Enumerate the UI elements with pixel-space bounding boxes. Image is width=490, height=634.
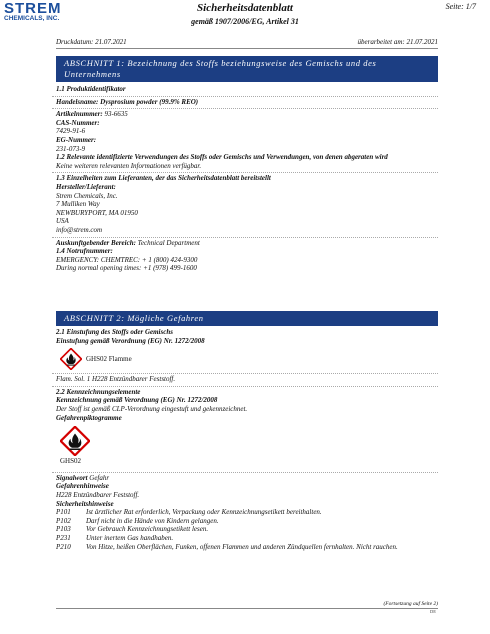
email-address: info@strem.com [56,225,103,234]
statement-code: P231 [56,533,71,542]
revised-date: überarbeitet am: 21.07.2021 [357,38,438,46]
dotted-separator [52,96,438,97]
section-1-heading-line2: Unternehmens [64,69,121,79]
section-2-heading-text: ABSCHNITT 2: Mögliche Gefahren [64,313,204,323]
s11-title: 1.1 Produktidentifikator [56,85,126,93]
statement-text: Vor Gebrauch Kennzeichnungsetikett lesen. [86,525,209,534]
s12-text: Keine weiteren relevanten Informationen verfügbar. [56,161,202,170]
cas-value: 7429-91-6 [56,127,86,136]
statement-code: P101 [56,508,71,517]
s21-subtitle: Einstufung gemäß Verordnung (EG) Nr. 1272/2008 [56,336,205,345]
trade-name: Handelsname: Dysprosium powder (99.9% REO) [56,97,199,106]
precautionary-statement [56,508,438,517]
flame-pictogram-icon [60,348,82,370]
statement-code: P102 [56,516,71,525]
page-number: Seite: 1/7 [445,2,476,11]
s22-text: Der Stoff ist gemäß CLP-Verordnung eingestuft und gekennzeichnet. [56,404,248,413]
precautionary-statement [56,534,438,543]
info-dept-value: Technical Department [137,238,200,247]
h228-statement: H228 Entzündbarer Feststoff. [56,490,140,499]
s21-title: 2.1 Einstufung des Stoffs oder Gemischs [56,328,173,336]
continuation-note: (Fortsetzung auf Seite 2) [383,601,438,607]
signal-word-value: Gefahr [89,473,110,482]
pictogram-label: Gefahrenpiktogramme [56,413,122,422]
ghs02-pictogram [60,426,98,466]
statement-text: Von Hitze, heißen Oberflächen, Funken, offenen Flammen und anderen Zündquellen fernhalten. Nicht rauchen. [86,542,398,551]
section-2-body [56,328,438,551]
section-1-heading [56,56,438,82]
supplier-label: Hersteller/Lieferant: [56,182,116,191]
flam-classification: Flam. Sol. 1 H228 Entzündbarer Feststoff. [56,375,176,384]
address-line: 7 Mulliken Way [56,200,100,209]
precautionary-label: Sicherheitshinweise [56,499,114,508]
statement-text: Ist ärztlicher Rat erforderlich, Verpackung oder Kennzeichnungsetikett bereithalten. [86,508,322,517]
s13-title: 1.3 Einzelheiten zum Lieferanten, der das Sicherheitsdatenblatt bereitstellt [56,174,271,183]
s12-title: 1.2 Relevante identifizierte Verwendungen des Stoffs oder Gemischs und Verwendungen, von denen abgeraten wird [56,153,388,162]
precautionary-statement [56,525,438,534]
cas-label: CAS-Nummer: [56,118,100,127]
logo-wordmark: STREM [4,0,62,17]
address-line: Strem Chemicals, Inc. [56,191,118,200]
footer-divider [56,608,438,609]
ghs02-label: GHS02 Flamme [86,354,132,363]
statement-text: Darf nicht in die Hände von Kindern gelangen. [86,516,219,525]
precautionary-list [56,508,438,551]
article-label: Artikelnummer: [56,110,103,119]
dotted-separator [52,472,438,473]
s22-title: 2.2 Kennzeichnungselemente [56,387,141,396]
eg-label: EG-Nummer: [56,135,97,144]
address-line: NEWBURYPORT, MA 01950 [56,208,138,217]
article-value: 93-6635 [104,110,128,119]
section-1-body [56,85,438,273]
statement-code: P103 [56,525,71,534]
logo-subtitle: CHEMICALS, INC. [4,15,60,22]
flame-pictogram-icon [60,426,90,456]
date-row [56,38,438,46]
info-dept-label: Auskunftgebender Bereich: [56,238,136,247]
hazard-statements-label: Gefahrenhinweise [56,482,109,491]
language-code: DE [430,609,436,614]
document-subtitle: gemäß 1907/2006/EG, Artikel 31 [191,17,299,26]
document-title: Sicherheitsdatenblatt [197,2,293,14]
s22-subtitle: Kennzeichnung gemäß Verordnung (EG) Nr. 1272/2008 [56,396,218,405]
section-2-heading [56,311,438,326]
signal-word-label: Signalwort [56,473,88,482]
address-line: USA [56,217,69,226]
dotted-separator [52,386,438,387]
statement-code: P210 [56,542,71,551]
statement-text: Unter inertem Gas handhaben. [86,533,174,542]
emergency-number: EMERGENCY: CHEMTREC: + 1 (800) 424-9300 [56,255,198,264]
dotted-separator [52,108,438,109]
eg-value: 231-073-9 [56,144,86,153]
precautionary-statement [56,517,438,526]
s14-title: 1.4 Notrufnummer: [56,247,113,256]
ghs02-caption: GHS02 [60,457,82,466]
opening-hours: During normal opening times: +1 (978) 499-1600 [56,264,197,273]
section-1-heading-line1: ABSCHNITT 1: Bezeichnung des Stoffs beziehungsweise des Gemischs und des [64,58,377,68]
dotted-separator [52,373,438,374]
dotted-separator [52,172,438,173]
dotted-separator [52,237,438,238]
precautionary-statement [56,543,438,552]
ghs-classification-row [60,348,438,370]
header-divider [56,48,438,49]
print-date: Druckdatum: 21.07.2021 [56,38,127,46]
